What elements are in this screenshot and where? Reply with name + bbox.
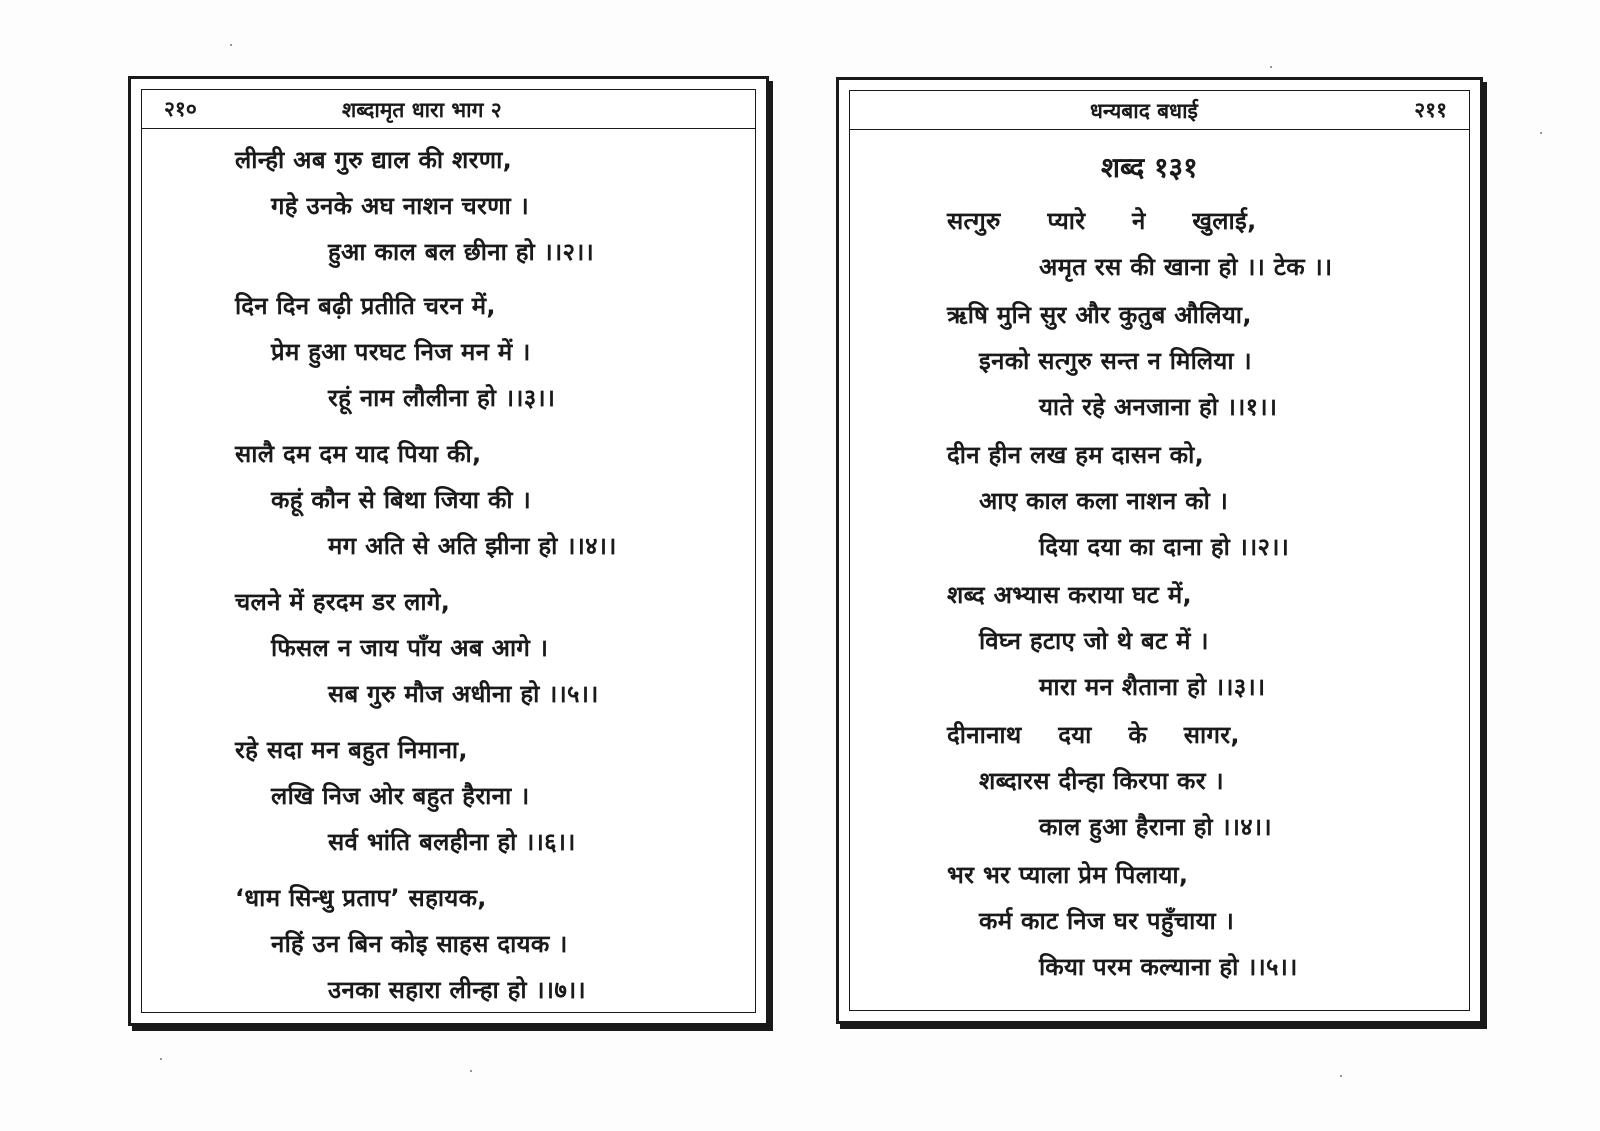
verse-line: दिया दया का दाना हो ।।२।। <box>1039 533 1290 561</box>
verse-line: चलने में हरदम डर लागे, <box>235 588 451 616</box>
verse-line: फिसल न जाय पाँय अब आगे । <box>271 634 549 662</box>
verse-line: इनको सत्गुरु सन्त न मिलिया । <box>979 347 1252 375</box>
verse-line: कहूं कौन से बिथा जिया की । <box>271 486 531 514</box>
verse-line: रहे सदा मन बहुत निमाना, <box>235 736 468 764</box>
right-page-number: २११ <box>1414 98 1447 122</box>
verse-line: सत्गुरु प्यारे ने खुलाई, <box>947 207 1257 235</box>
verse-line: दीनानाथ दया के सागर, <box>947 721 1240 749</box>
verse-line: लीन्ही अब गुरु द्याल की शरणा, <box>235 146 513 174</box>
scan-speck <box>1270 66 1272 68</box>
verse-line: गहे उनके अघ नाशन चरणा । <box>271 192 530 220</box>
verse-line: विघ्न हटाए जो थे बट में । <box>979 627 1209 655</box>
scan-speck <box>160 1058 162 1060</box>
verse-line: नहिं उन बिन कोइ साहस दायक । <box>271 930 568 958</box>
verse-line: लखि निज ओर बहुत हैराना । <box>271 782 530 810</box>
left-page <box>128 76 769 1026</box>
verse-line: रहूं नाम लौलीना हो ।।३।। <box>328 384 556 412</box>
verse-line: काल हुआ हैराना हो ।।४।। <box>1039 813 1272 841</box>
verse-line: भर भर प्याला प्रेम पिलाया, <box>947 861 1189 889</box>
verse-line: मग अति से अति झीना हो ।।४।। <box>328 532 617 560</box>
left-page-header <box>142 90 755 129</box>
verse-line: आए काल कला नाशन को । <box>979 487 1229 515</box>
verse-line: हुआ काल बल छीना हो ।।२।। <box>328 238 595 266</box>
verse-line: कर्म काट निज घर पहुँचाया । <box>979 907 1235 935</box>
verse-line: प्रेम हुआ परघट निज मन में । <box>271 338 531 366</box>
verse-line: ऋषि मुनि सुर और कुतुब औलिया, <box>947 301 1252 329</box>
verse-line: दीन हीन लख हम दासन को, <box>947 441 1205 469</box>
verse-line: शब्दारस दीन्हा किरपा कर । <box>979 767 1224 795</box>
shabd-heading: शब्द १३१ <box>1101 151 1198 184</box>
verse-line: सब गुरु मौज अधीना हो ।।५।। <box>328 680 599 708</box>
left-running-title: शब्दामृत धारा भाग २ <box>342 98 502 122</box>
scan-speck <box>470 1070 472 1072</box>
verse-line: उनका सहारा लीन्हा हो ।।७।। <box>328 976 586 1004</box>
scan-speck <box>1340 1075 1342 1077</box>
verse-line: सर्व भांति बलहीना हो ।।६।। <box>328 828 576 856</box>
right-running-title: धन्यबाद बधाई <box>1090 99 1198 123</box>
left-page-number: २१० <box>164 97 197 121</box>
verse-line: ‘धाम सिन्धु प्रताप’ सहायक, <box>235 884 487 912</box>
verse-line: अमृत रस की खाना हो ।। टेक ।। <box>1039 253 1333 281</box>
verse-line: मारा मन शैताना हो ।।३।। <box>1039 673 1266 701</box>
verse-line: सालै दम दम याद पिया की, <box>235 440 482 468</box>
verse-line: याते रहे अनजाना हो ।।१।। <box>1039 393 1278 421</box>
verse-line: दिन दिन बढ़ी प्रतीति चरन में, <box>235 292 496 320</box>
right-page-header <box>850 91 1469 130</box>
scan-speck <box>230 44 232 46</box>
scan-speck <box>1540 132 1542 134</box>
verse-line: शब्द अभ्यास कराया घट में, <box>947 581 1192 609</box>
verse-line: किया परम कल्याना हो ।।५।। <box>1039 953 1298 981</box>
right-page <box>836 77 1483 1024</box>
